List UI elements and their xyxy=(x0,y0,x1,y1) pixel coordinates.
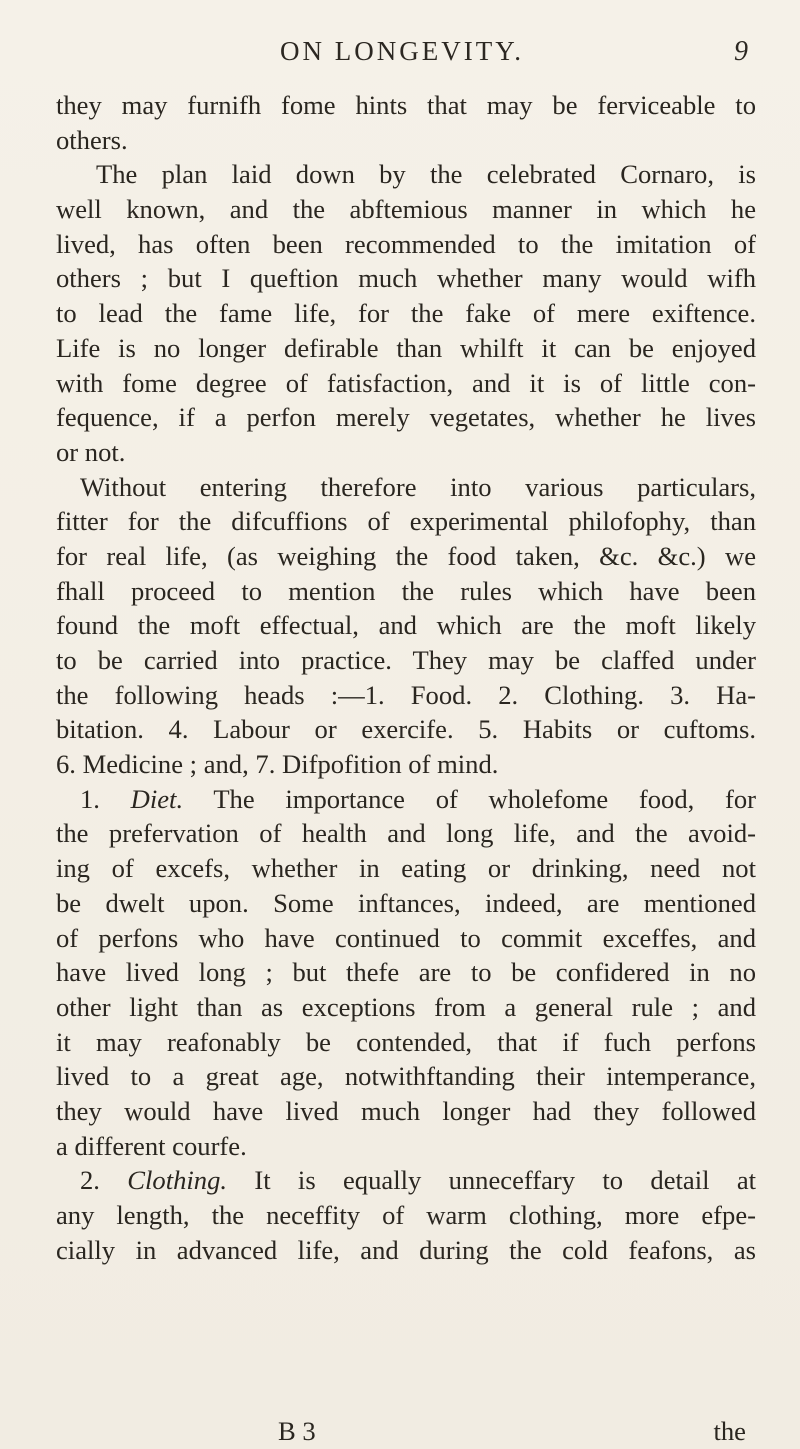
text-line: Life is no longer defirable than whilft it can be enjoyed xyxy=(56,332,756,363)
running-head xyxy=(56,36,748,76)
text-line: found the moft effectual, and which are the moft likely xyxy=(56,610,756,641)
text-line: fequence, if a perfon merely vegetates, whether he lives xyxy=(56,402,756,433)
text-line: lived to a great age, notwithftanding their intemperance, xyxy=(56,1061,756,1092)
text-line: well known, and the abftemious manner in which he xyxy=(56,194,756,225)
text-line: for real life, (as weighing the food taken, &c. &c.) we xyxy=(56,540,756,571)
text-line: they may furnifh fome hints that may be ferviceable to xyxy=(56,90,756,120)
text-line: the prefervation of health and long life, and the avoid- xyxy=(56,818,756,849)
text-line: other light than as exceptions from a general rule ; and xyxy=(56,991,756,1022)
text-line: of perfons who have continued to commit exceffes, and xyxy=(56,922,756,953)
text-line: lived, has often been recommended to the imitation of xyxy=(56,228,756,259)
page-footer xyxy=(56,1418,756,1448)
text-line: ing of excefs, whether in eating or drinking, need not xyxy=(56,853,756,884)
text-line: 2. Clothing. It is equally unneceffary to detail at xyxy=(80,1165,757,1196)
text-line: have lived long ; but thefe are to be confidered in no xyxy=(56,957,756,988)
catchword: the xyxy=(713,1416,746,1446)
text-line: 1. Diet. The importance of wholefome food, for xyxy=(80,783,756,814)
text-line: fitter for the difcuffions of experimental philofophy, than xyxy=(56,506,756,537)
text-line: any length, the neceffity of warm clothing, more efpe- xyxy=(56,1200,756,1230)
text-line: the following heads :—1. Food. 2. Clothing. 3. Ha- xyxy=(56,679,756,710)
text-line: Without entering therefore into various particulars, xyxy=(80,471,756,502)
text-line: or not. xyxy=(56,436,126,467)
text-line: it may reafonably be contended, that if fuch perfons xyxy=(56,1026,756,1057)
body-text xyxy=(56,88,756,1267)
text-line: others. xyxy=(56,124,128,155)
signature-mark: B 3 xyxy=(278,1416,316,1446)
text-line: with fome degree of fatisfaction, and it is of little con- xyxy=(56,367,756,398)
page-number: 9 xyxy=(734,36,748,67)
text-line: others ; but I queftion much whether many would wifh xyxy=(56,263,756,294)
text-line: 6. Medicine ; and, 7. Difpofition of mind. xyxy=(56,749,499,780)
text-line: to lead the fame life, for the fake of mere exiftence. xyxy=(56,298,756,329)
text-line: cially in advanced life, and during the cold feafons, as xyxy=(56,1234,756,1265)
text-line: The plan laid down by the celebrated Cornaro, is xyxy=(96,159,756,190)
text-line: to be carried into practice. They may be claffed under xyxy=(56,645,756,675)
text-line: they would have lived much longer had they followed xyxy=(56,1095,756,1126)
text-line: be dwelt upon. Some inftances, indeed, are mentioned xyxy=(56,887,756,918)
text-line: a different courfe. xyxy=(56,1130,247,1161)
text-line: bitation. 4. Labour or exercife. 5. Habits or cuftoms. xyxy=(56,714,756,745)
text-line: fhall proceed to mention the rules which have been xyxy=(56,575,756,606)
running-title: ON LONGEVITY. xyxy=(280,36,524,66)
